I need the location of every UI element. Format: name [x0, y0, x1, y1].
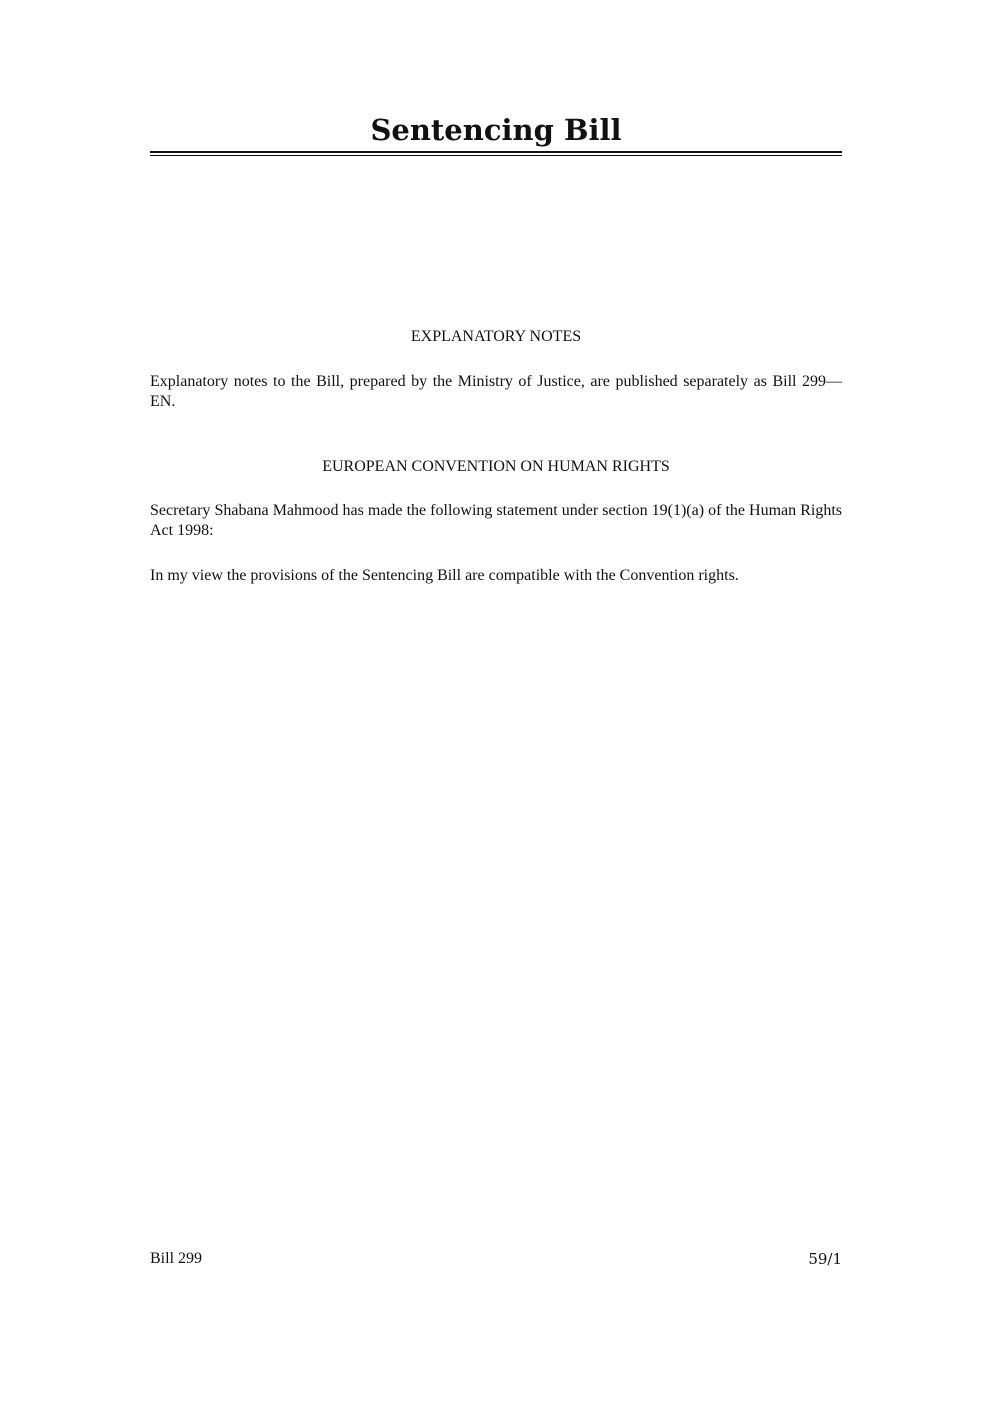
echr-statement-paragraph: Secretary Shabana Mahmood has made the following statement under section 19(1)(a) of the Human Rights Act 1998:: [150, 502, 842, 539]
title-rule-thick: [150, 151, 842, 153]
explanatory-notes-heading: EXPLANATORY NOTES: [410, 328, 582, 345]
explanatory-notes-paragraph: Explanatory notes to the Bill, prepared by the Ministry of Justice, are published separately as Bill 299—EN.: [150, 373, 842, 410]
echr-heading: EUROPEAN CONVENTION ON HUMAN RIGHTS: [322, 458, 670, 475]
echr-compatibility-paragraph: In my view the provisions of the Sentencing Bill are compatible with the Convention rights.: [150, 567, 739, 584]
document-title: Sentencing Bill: [370, 113, 622, 147]
title-rule-thin: [150, 155, 842, 156]
footer-page-ref: 59/1: [808, 1250, 842, 1268]
footer-bill-number: Bill 299: [150, 1250, 203, 1267]
